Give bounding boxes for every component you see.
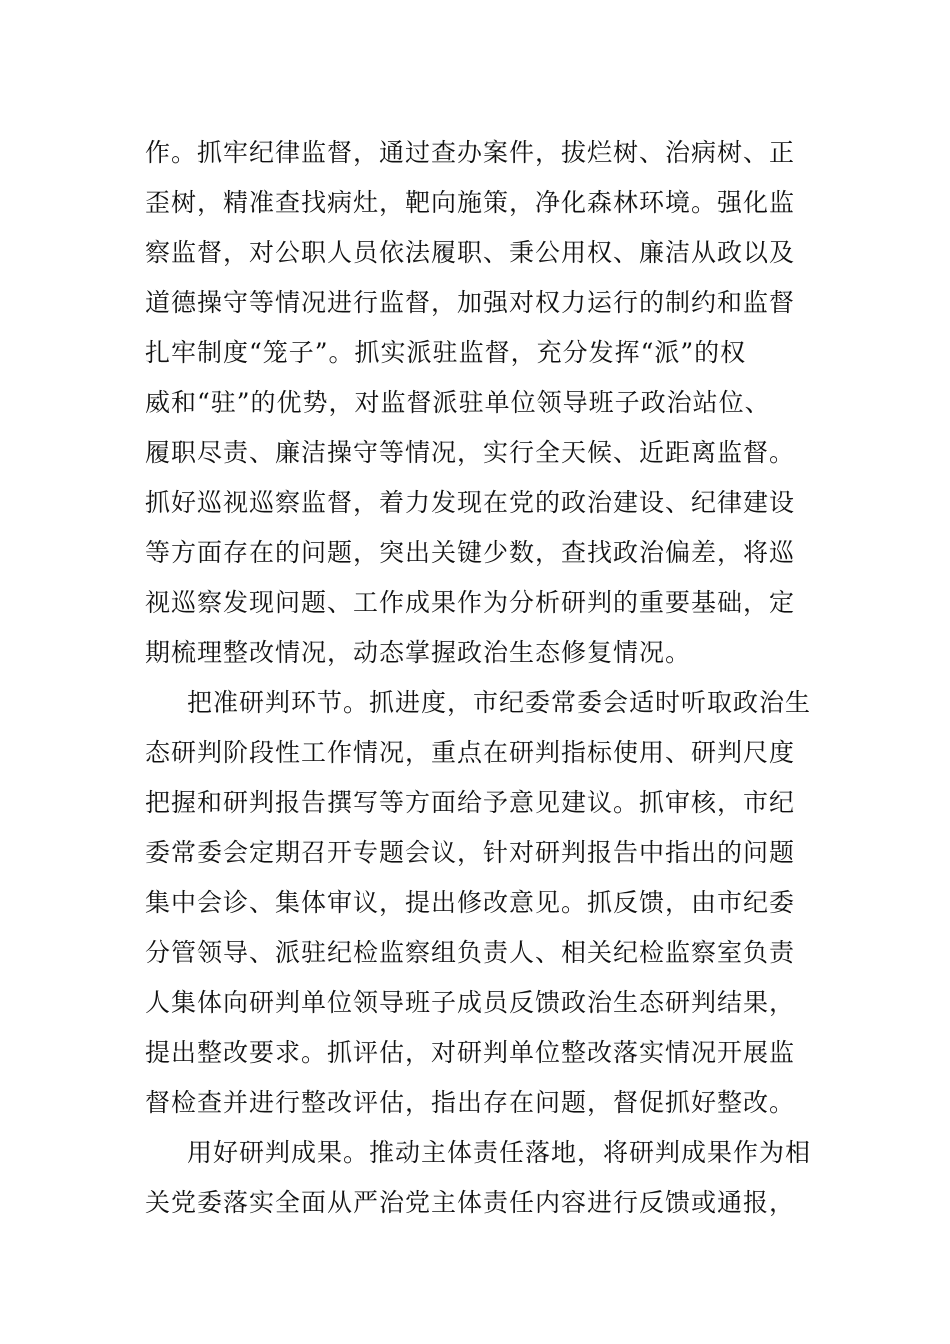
text-line: 抓好巡视巡察监督，着力发现在党的政治建设、纪律建设: [145, 488, 796, 517]
text-line: 把准研判环节。抓进度，市纪委常委会适时听取政治生: [187, 688, 812, 717]
text-line: 分管领导、派驻纪检监察组负责人、相关纪检监察室负责: [145, 938, 796, 967]
text-line: 等方面存在的问题，突出关键少数，查找政治偏差，将巡: [145, 538, 796, 567]
text-line: 督检查并进行整改评估，指出存在问题，督促抓好整改。: [145, 1088, 796, 1117]
text-line: 歪树，精准查找病灶，靶向施策，净化森林环境。强化监: [145, 188, 796, 217]
text-line: 用好研判成果。推动主体责任落地，将研判成果作为相: [187, 1138, 812, 1167]
text-line: 扎牢制度“笼子”。抓实派驻监督，充分发挥“派”的权: [145, 338, 747, 367]
text-line: 集中会诊、集体审议，提出修改意见。抓反馈，由市纪委: [145, 888, 796, 917]
text-line: 道德操守等情况进行监督，加强对权力运行的制约和监督: [145, 288, 796, 317]
text-line: 人集体向研判单位领导班子成员反馈政治生态研判结果，: [145, 988, 796, 1017]
text-line: 履职尽责、廉洁操守等情况，实行全天候、近距离监督。: [145, 438, 796, 467]
text-line: 作。抓牢纪律监督，通过查办案件，拔烂树、治病树、正: [145, 138, 796, 167]
text-line: 提出整改要求。抓评估，对研判单位整改落实情况开展监: [145, 1038, 796, 1067]
text-line: 威和“驻”的优势，对监督派驻单位领导班子政治站位、: [145, 388, 771, 417]
body-text: [145, 128, 810, 1228]
text-line: 态研判阶段性工作情况，重点在研判指标使用、研判尺度: [145, 738, 796, 767]
text-line: 察监督，对公职人员依法履职、秉公用权、廉洁从政以及: [145, 238, 796, 267]
text-line: 关党委落实全面从严治党主体责任内容进行反馈或通报，: [145, 1188, 796, 1217]
text-line: 委常委会定期召开专题会议，针对研判报告中指出的问题: [145, 838, 796, 867]
text-line: 把握和研判报告撰写等方面给予意见建议。抓审核，市纪: [145, 788, 796, 817]
text-line: 期梳理整改情况，动态掌握政治生态修复情况。: [145, 638, 692, 667]
text-line: 视巡察发现问题、工作成果作为分析研判的重要基础，定: [145, 588, 796, 617]
